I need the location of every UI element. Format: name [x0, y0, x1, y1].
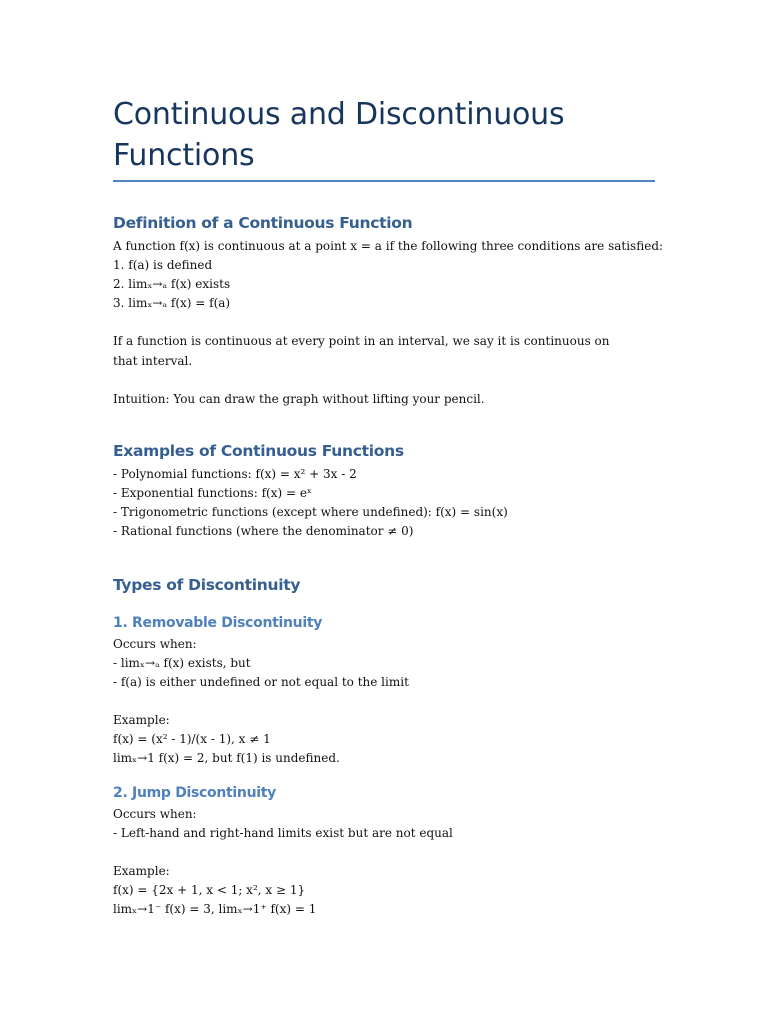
heading-removable-discontinuity: 1. Removable Discontinuity: [113, 615, 323, 631]
removable-example-line-2: limₓ→1 f(x) = 2, but f(1) is undefined.: [113, 751, 340, 765]
document-title: Continuous and Discontinuous Functions: [113, 97, 565, 173]
removable-example-label: Example:: [113, 713, 170, 727]
example-item-exponential: - Exponential functions: f(x) = eˣ: [113, 486, 313, 500]
example-item-trigonometric: - Trigonometric functions (except where undefined): f(x) = sin(x): [113, 505, 508, 519]
example-item-polynomial: - Polynomial functions: f(x) = x² + 3x - 2: [113, 467, 357, 481]
removable-condition-2: - f(a) is either undefined or not equal to the limit: [113, 675, 409, 689]
definition-condition-3: 3. limₓ→ₐ f(x) = f(a): [113, 296, 231, 310]
jump-occurs-label: Occurs when:: [113, 807, 197, 821]
heading-examples: Examples of Continuous Functions: [113, 442, 404, 460]
definition-condition-1: 1. f(a) is defined: [113, 258, 213, 272]
definition-intuition: Intuition: You can draw the graph without lifting your pencil.: [113, 392, 485, 406]
example-item-rational: - Rational functions (where the denominator ≠ 0): [113, 524, 414, 538]
heading-types-of-discontinuity: Types of Discontinuity: [113, 576, 301, 594]
removable-occurs-label: Occurs when:: [113, 637, 197, 651]
title-underline: [113, 180, 655, 182]
definition-intro: A function f(x) is continuous at a point x = a if the following three conditions are satisfied:: [113, 239, 664, 253]
removable-condition-1: - limₓ→ₐ f(x) exists, but: [113, 656, 251, 670]
heading-definition: Definition of a Continuous Function: [113, 214, 413, 232]
jump-example-line-1: f(x) = {2x + 1, x < 1; x², x ≥ 1}: [113, 883, 306, 897]
removable-example-line-1: f(x) = (x² - 1)/(x - 1), x ≠ 1: [113, 732, 271, 746]
jump-example-label: Example:: [113, 864, 170, 878]
jump-condition-1: - Left-hand and right-hand limits exist but are not equal: [113, 826, 453, 840]
definition-interval-note: If a function is continuous at every point in an interval, we say it is continuous on that interval.: [113, 334, 610, 368]
jump-example-line-2: limₓ→1⁻ f(x) = 3, limₓ→1⁺ f(x) = 1: [113, 902, 317, 916]
definition-condition-2: 2. limₓ→ₐ f(x) exists: [113, 277, 231, 291]
heading-jump-discontinuity: 2. Jump Discontinuity: [113, 785, 276, 801]
